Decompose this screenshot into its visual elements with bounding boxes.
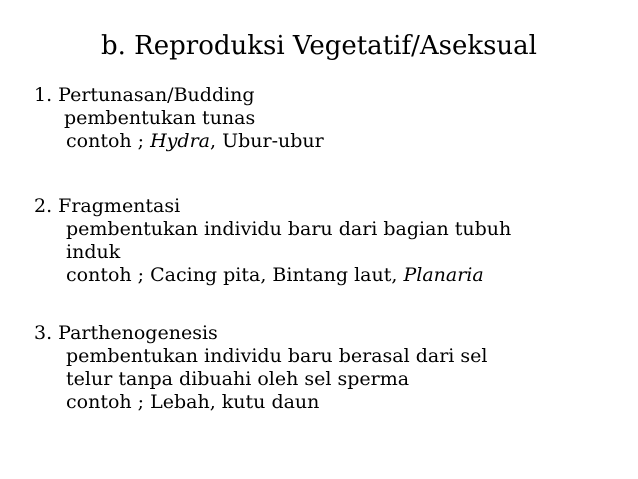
item-description-line: pembentukan individu baru dari bagian tubuh <box>66 218 512 240</box>
item-description-line: telur tanpa dibuahi oleh sel sperma <box>66 368 410 390</box>
list-item-parthenogenesis <box>34 322 624 414</box>
item-description: pembentukan tunas <box>64 107 256 129</box>
item-example <box>66 130 624 153</box>
item-body <box>34 218 624 287</box>
slide-title: b. Reproduksi Vegetatif/Aseksual <box>101 31 537 61</box>
example-italic-term: Hydra <box>150 130 210 152</box>
example-rest: , Ubur-ubur <box>210 130 324 152</box>
item-heading: 1. Pertunasan/Budding <box>34 84 255 106</box>
example-italic-term: Planaria <box>403 264 484 286</box>
example-prefix: contoh ; Cacing pita, Bintang laut, <box>66 264 404 286</box>
example-prefix: contoh ; <box>66 130 151 152</box>
item-heading: 3. Parthenogenesis <box>34 322 218 344</box>
item-description-line: induk <box>66 241 121 263</box>
list-item-budding <box>34 84 624 153</box>
item-example: contoh ; Lebah, kutu daun <box>66 391 320 413</box>
item-heading: 2. Fragmentasi <box>34 195 181 217</box>
list-item-fragmentation <box>34 195 624 287</box>
item-body <box>34 107 624 153</box>
item-example <box>66 264 624 287</box>
item-description-line: pembentukan individu baru berasal dari sel <box>66 345 488 367</box>
item-body <box>34 345 624 414</box>
